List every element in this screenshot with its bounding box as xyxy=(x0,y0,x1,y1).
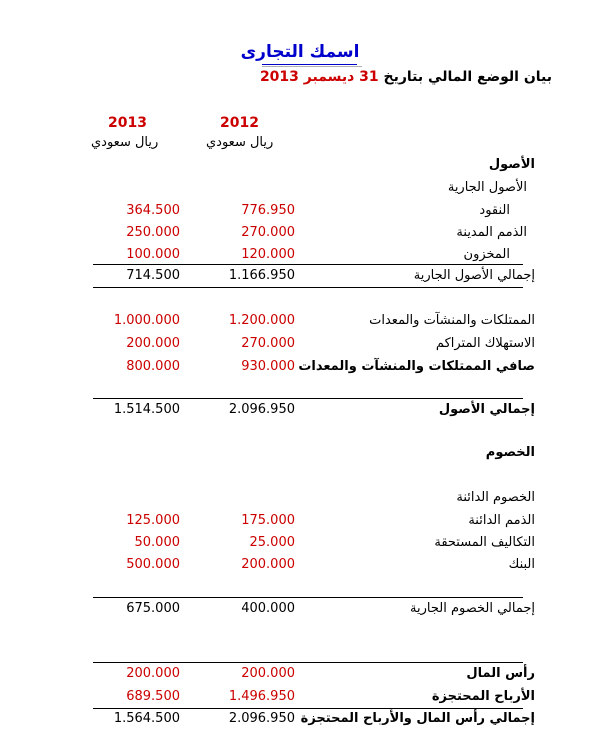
row-label-capital: رأس المال xyxy=(466,666,535,681)
retained-earnings-2013: 689.500 xyxy=(126,689,180,704)
row-label-cash: النقود xyxy=(479,203,510,218)
current-assets-heading: الأصول الجارية xyxy=(447,180,527,195)
ppe-2013: 1.000.000 xyxy=(113,313,180,328)
divider xyxy=(93,398,523,399)
net-ppe-2012: 930.000 xyxy=(241,359,295,374)
column-year-2013: 2013 xyxy=(108,115,147,131)
divider xyxy=(93,662,523,663)
ppe-2012: 1.200.000 xyxy=(228,313,295,328)
accrued-2013: 50.000 xyxy=(134,535,180,550)
row-label-inventory: المخزون xyxy=(463,247,510,262)
column-year-2012: 2012 xyxy=(220,115,259,131)
capital-2012: 200.000 xyxy=(241,666,295,681)
total-equity-2013: 1.564.500 xyxy=(113,711,180,726)
divider xyxy=(93,264,523,265)
row-label-ppe: الممتلكات والمنشآت والمعدات xyxy=(369,313,535,328)
row-label-receivables: الذمم المدينة xyxy=(456,225,527,240)
net-ppe-2013: 800.000 xyxy=(126,359,180,374)
capital-2013: 200.000 xyxy=(126,666,180,681)
receivables-2012: 270.000 xyxy=(241,225,295,240)
bank-2013: 500.000 xyxy=(126,557,180,572)
section-liabilities: الخصوم xyxy=(485,445,535,460)
row-label-total-current-assets: إجمالي الأصول الجارية xyxy=(413,268,535,283)
statement-label: بيان الوضع المالي بتاريخ xyxy=(383,69,552,85)
row-label-bank: البنك xyxy=(508,557,535,572)
total-current-assets-2013: 714.500 xyxy=(126,268,180,283)
depreciation-2013: 200.000 xyxy=(126,336,180,351)
total-current-liabilities-2013: 675.000 xyxy=(126,601,180,616)
divider xyxy=(93,597,523,598)
column-currency-2013: ريال سعودي xyxy=(91,135,159,150)
current-liabilities-heading: الخصوم الدائنة xyxy=(456,490,535,505)
inventory-2012: 120.000 xyxy=(241,247,295,262)
divider xyxy=(93,287,523,288)
cash-2013: 364.500 xyxy=(126,203,180,218)
total-assets-2013: 1.514.500 xyxy=(113,402,180,417)
statement-title xyxy=(260,69,552,85)
row-label-total-assets: إجمالي الأصول xyxy=(438,402,535,417)
total-current-assets-2012: 1.166.950 xyxy=(228,268,295,283)
receivables-2013: 250.000 xyxy=(126,225,180,240)
row-label-total-current-liabilities: إجمالي الخصوم الجارية xyxy=(410,601,535,616)
title-underline xyxy=(262,64,357,65)
cash-2012: 776.950 xyxy=(241,203,295,218)
row-label-total-equity: إجمالي رأس المال والأرباح المحتجزة xyxy=(300,711,535,726)
payables-2013: 125.000 xyxy=(126,513,180,528)
retained-earnings-2012: 1.496.950 xyxy=(228,689,295,704)
depreciation-2012: 270.000 xyxy=(241,336,295,351)
bank-2012: 200.000 xyxy=(241,557,295,572)
payables-2012: 175.000 xyxy=(241,513,295,528)
total-equity-2012: 2.096.950 xyxy=(228,711,295,726)
row-label-depreciation: الاستهلاك المتراكم xyxy=(435,336,535,351)
title-rule xyxy=(262,66,362,67)
row-label-net-ppe: صافي الممتلكات والمنشآت والمعدات xyxy=(298,359,535,374)
total-assets-2012: 2.096.950 xyxy=(228,402,295,417)
inventory-2013: 100.000 xyxy=(126,247,180,262)
divider xyxy=(93,708,523,709)
row-label-accrued: التكاليف المستحقة xyxy=(434,535,535,550)
accrued-2012: 25.000 xyxy=(249,535,295,550)
section-assets: الأصول xyxy=(488,157,535,172)
column-currency-2012: ريال سعودي xyxy=(206,135,274,150)
statement-date: 31 ديسمبر 2013 xyxy=(259,69,379,85)
row-label-retained-earnings: الأرباح المحتجزة xyxy=(431,689,535,704)
company-name: اسمك التجارى xyxy=(240,42,360,62)
row-label-payables: الذمم الدائنة xyxy=(468,513,535,528)
total-current-liabilities-2012: 400.000 xyxy=(241,601,295,616)
